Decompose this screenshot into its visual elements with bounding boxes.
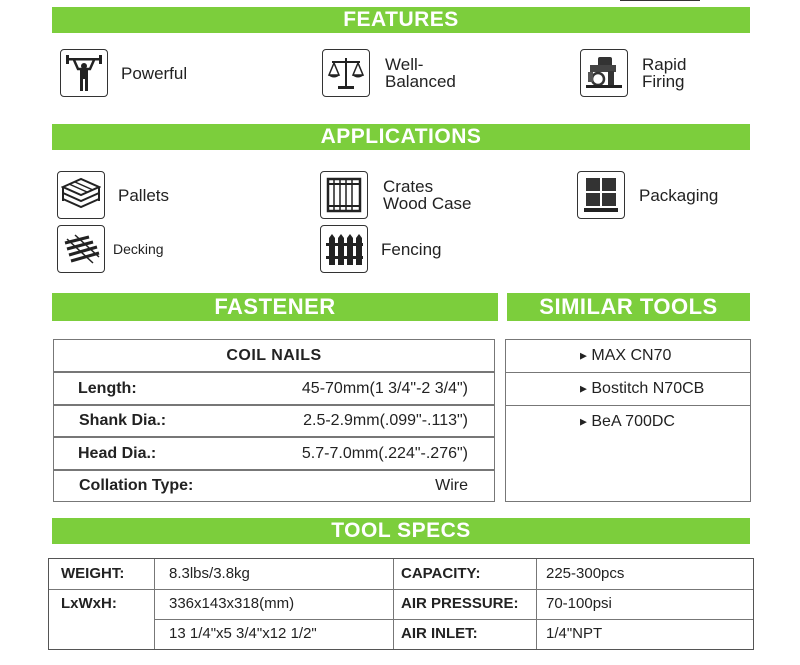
capacity-value: 225-300pcs [546,565,625,582]
fastener-key: Head Dia.: [78,444,157,462]
fastener-value: Wire [435,477,468,494]
capacity-label: CAPACITY: [401,565,481,582]
application-label-line: Wood Case [383,194,472,213]
feature-label-line: Firing [642,72,685,91]
fastener-row [53,405,495,437]
fastener-key: Shank Dia.: [79,412,167,429]
similar-tools-title: SIMILAR TOOLS [539,294,718,319]
feature-label [385,56,456,90]
fastener-title: FASTENER [214,294,336,319]
similar-tools-list [505,339,751,502]
application-label-line: Crates [383,177,434,196]
fastener-row [53,437,495,470]
crate-icon [320,171,368,219]
air-inlet-label: AIR INLET: [401,625,478,642]
feature-label [642,56,686,90]
applications-title: APPLICATIONS [320,125,482,148]
fastener-value: 2.5-2.9mm(.099"-.113") [303,412,468,429]
application-label [381,241,441,258]
table-divider [536,559,537,649]
fastener-row [53,372,495,405]
similar-tool-name: Bostitch N70CB [591,380,705,397]
pallet-icon [57,171,105,219]
table-divider [154,559,155,649]
application-label [113,241,164,258]
application-label-line: Packaging [639,185,719,205]
fastener-value: 5.7-7.0mm(.224"-.276") [301,444,468,462]
feature-label-line: Well- [385,55,424,74]
similar-tool-name: MAX CN70 [591,347,672,364]
weight-value: 8.3lbs/3.8kg [169,565,250,582]
features-header [52,7,750,33]
table-divider [154,619,753,620]
balance-scale-icon [322,49,370,97]
air-pressure-value: 70-100psi [546,595,612,612]
application-label [639,187,718,204]
triangle-right-icon: ▶ [580,383,587,394]
feature-label-line: Balanced [385,72,456,91]
weight-label: WEIGHT: [61,565,125,582]
tool-specs-table [48,558,754,650]
feature-label-line: Powerful [121,63,188,83]
triangle-right-icon: ▶ [580,350,587,361]
application-fencing [320,225,441,273]
application-pallets [57,171,169,219]
application-packaging [577,171,718,219]
fastener-header-row [53,339,495,372]
features-title: FEATURES [343,8,459,31]
application-label-line: Decking [113,240,164,257]
similar-tool-name: BeA 700DC [591,413,675,430]
weightlifter-icon [60,49,108,97]
air-pressure-label: AIR PRESSURE: [401,595,519,612]
list-item [506,340,750,373]
application-label-line: Pallets [118,185,170,205]
application-label-line: Fencing [381,239,442,259]
fastener-header [52,293,498,321]
applications-header [52,124,750,150]
dimensions-inch-value: 13 1/4"x5 3/4"x12 1/2" [169,625,317,642]
application-crates [320,171,472,219]
feature-powerful [60,49,187,97]
feature-label [121,65,187,82]
tool-specs-header [52,518,750,544]
list-item [506,373,750,406]
top-divider [620,0,700,1]
fastener-key: Length: [78,379,137,397]
feature-well-balanced [322,49,456,97]
dimensions-label: LxWxH: [61,595,117,612]
table-divider [49,589,753,590]
dimensions-mm-value: 336x143x318(mm) [169,595,295,612]
list-item [506,406,750,439]
fastener-row [53,470,495,502]
fence-icon [320,225,368,273]
application-label [383,178,472,212]
package-icon [577,171,625,219]
application-decking [57,225,164,273]
air-inlet-value: 1/4"NPT [546,625,603,642]
table-divider [393,559,394,649]
fastener-coil-nails-label: COIL NAILS [226,346,322,364]
fastener-value: 45-70mm(1 3/4"-2 3/4") [301,379,468,397]
similar-tools-header [507,293,750,321]
application-label [118,187,169,204]
feature-rapid-firing [580,49,686,97]
feature-label-line: Rapid [642,55,687,74]
decking-icon [57,225,105,273]
tool-specs-title: TOOL SPECS [331,519,471,542]
nail-gun-icon [580,49,628,97]
triangle-right-icon: ▶ [580,416,587,427]
fastener-key: Collation Type: [79,477,194,494]
